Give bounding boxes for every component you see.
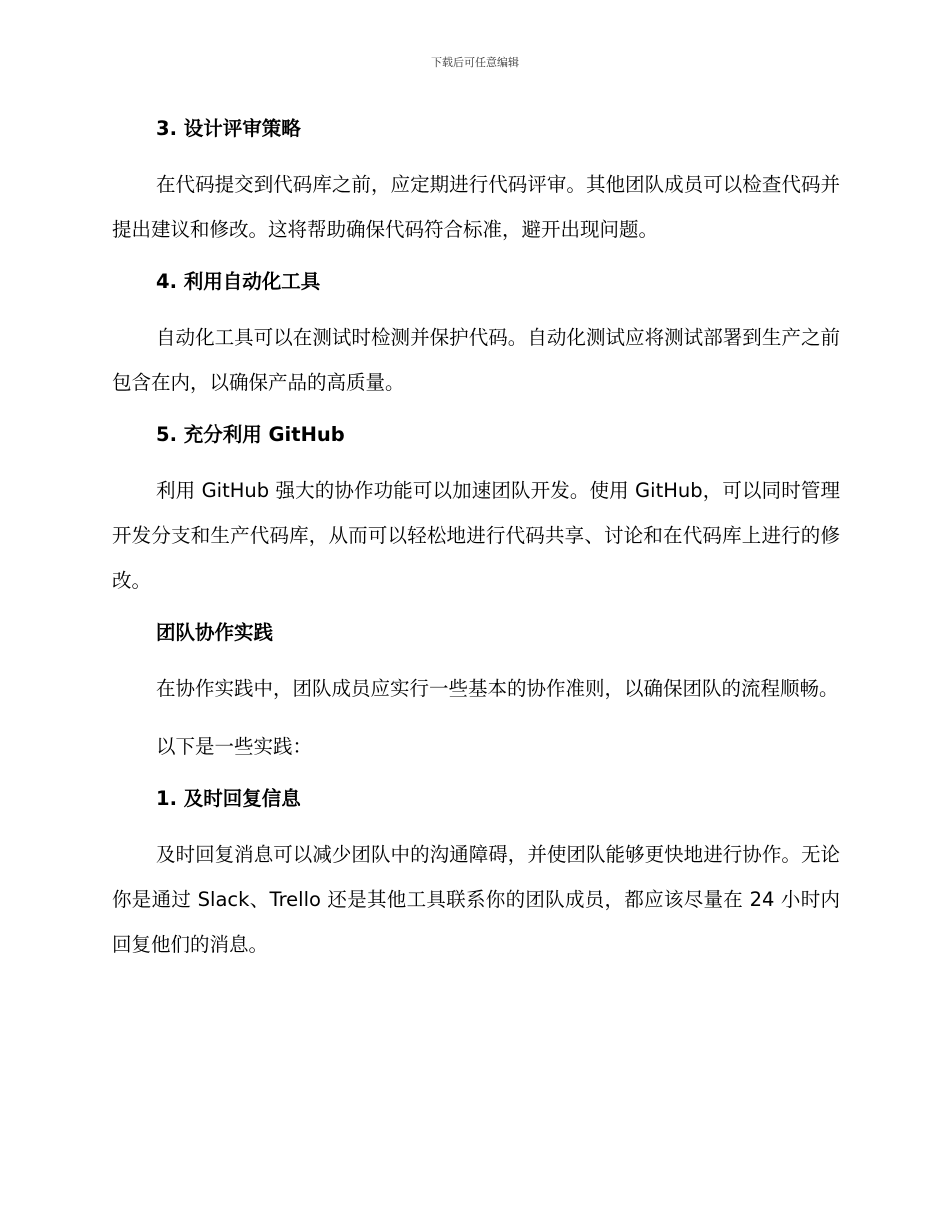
section-heading-team-practice: 团队协作实践 [156, 621, 274, 644]
section-heading-github: 5. 充分利用 GitHub [156, 423, 345, 446]
document-body [112, 112, 840, 967]
paragraph-design-review: 在代码提交到代码库之前，应定期进行代码评审。其他团队成员可以检查代码并提出建议和修改。这将帮助确保代码符合标准，避开出现问题。 [112, 173, 840, 241]
paragraph-timely-reply: 及时回复消息可以减少团队中的沟通障碍，并使团队能够更快地进行协作。无论你是通过 Slack、Trello 还是其他工具联系你的团队成员，都应该尽量在 24 小时内回复他们的消息。 [112, 843, 840, 956]
paragraph-practice-intro: 以下是一些实践： [156, 735, 313, 758]
paragraph-team-practice: 在协作实践中，团队成员应实行一些基本的协作准则，以确保团队的流程顺畅。 [156, 677, 839, 700]
paragraph-automation-tools: 自动化工具可以在测试时检测并保护代码。自动化测试应将测试部署到生产之前包含在内，以确保产品的高质量。 [112, 326, 840, 394]
section-heading-timely-reply: 1. 及时回复信息 [156, 787, 301, 810]
page-header: 下载后可任意编辑 [431, 56, 519, 69]
section-heading-automation-tools: 4. 利用自动化工具 [156, 270, 321, 293]
paragraph-github: 利用 GitHub 强大的协作功能可以加速团队开发。使用 GitHub，可以同时管理开发分支和生产代码库，从而可以轻松地进行代码共享、讨论和在代码库上进行的修改。 [112, 479, 840, 592]
section-heading-design-review: 3. 设计评审策略 [156, 117, 301, 140]
